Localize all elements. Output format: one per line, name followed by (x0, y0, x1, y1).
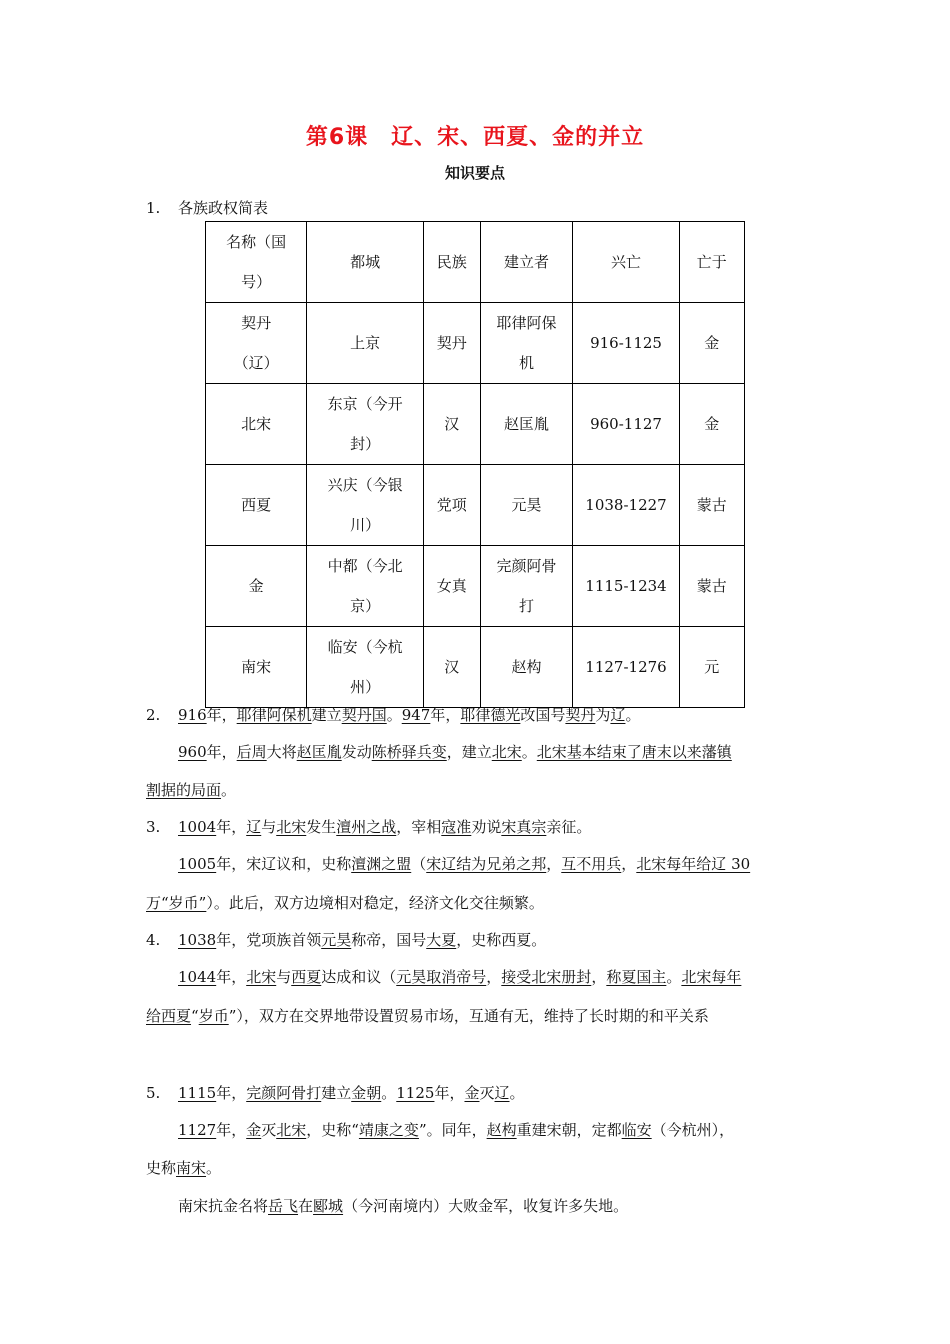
text-run: 年， (216, 968, 247, 986)
text-run: 发动 (341, 743, 372, 761)
rich-text (178, 706, 640, 724)
underlined-term: 960 (178, 743, 207, 761)
section-heading: 知识要点 (444, 164, 505, 182)
text-run: （ (411, 855, 427, 873)
underlined-term: 1115 (178, 1084, 217, 1102)
underlined-term: 契丹 (565, 706, 596, 724)
underlined-term: 北宋每年给辽 30 (636, 855, 751, 873)
table-cell: 1038-1227 (573, 465, 679, 546)
text-run: 年，宋辽议和，史称 (216, 855, 352, 873)
page-title: 第6课 辽、宋、西夏、金的并立 (305, 125, 645, 150)
underlined-term: 完颜阿骨打 (246, 1084, 322, 1102)
text-run: 。 (221, 781, 237, 799)
table-cell: 契丹 （辽） (206, 303, 307, 384)
text-run: 。 (666, 968, 682, 986)
table-cell: 960-1127 (573, 384, 679, 465)
table-row (206, 384, 745, 465)
item-5-line-2 (178, 1119, 734, 1141)
underlined-term: 元昊 (321, 931, 352, 949)
table-cell: 蒙古 (679, 546, 744, 627)
text-run: 亲征。 (546, 818, 592, 836)
item-2-line-1 (146, 704, 640, 726)
underlined-term: 北宋基本结束了唐末以来藩镇 (536, 743, 732, 761)
text-run: 灭 (261, 1121, 277, 1139)
table-row (206, 627, 745, 708)
text-run: 史称 (146, 1159, 177, 1177)
underlined-term: 北宋每年 (681, 968, 742, 986)
rich-text (178, 1197, 628, 1215)
text-run: 。 (625, 706, 641, 724)
underlined-term: 割据的局面 (146, 781, 222, 799)
text-run: ”。同年， (418, 1121, 487, 1139)
table-cell: 金 (679, 384, 744, 465)
underlined-term: 郾城 (313, 1197, 344, 1215)
table-cell: 蒙古 (679, 465, 744, 546)
text-run: 重建宋朝，定都 (516, 1121, 622, 1139)
underlined-term: 寇准 (441, 818, 472, 836)
table-row (206, 546, 745, 627)
item-4-line-3 (146, 1005, 709, 1027)
text-run: 。 (509, 1084, 525, 1102)
underlined-term: 1127 (178, 1121, 217, 1139)
text-run: 年， (216, 818, 247, 836)
underlined-term: 1004 (178, 818, 217, 836)
underlined-term: 耶律阿保机 (236, 706, 312, 724)
item-5-line-1 (146, 1082, 525, 1104)
text-run: 年，党项族首领 (216, 931, 322, 949)
item-text: 各族政权简表 (178, 199, 269, 217)
underlined-term: 元昊取消帝号 (396, 968, 487, 986)
underlined-term: 1038 (178, 931, 217, 949)
text-run: ， (546, 855, 562, 873)
table-header-row (206, 222, 745, 303)
table-cell: 赵构 (480, 627, 573, 708)
table-cell: 金 (206, 546, 307, 627)
regimes-table (205, 221, 745, 708)
underlined-term: 后周 (236, 743, 267, 761)
table-cell: 汉 (424, 384, 480, 465)
table-row (206, 465, 745, 546)
text-run: 劝说 (471, 818, 502, 836)
text-run: 。 (521, 743, 537, 761)
item-5-line-3 (146, 1157, 221, 1179)
text-run: 年， (216, 1084, 247, 1102)
table-header-cell: 建立者 (480, 222, 573, 303)
underlined-term: 互不用兵 (561, 855, 622, 873)
rich-text (178, 1121, 734, 1139)
text-run: 年， (206, 706, 237, 724)
underlined-term: 916 (178, 706, 207, 724)
rich-text (178, 743, 732, 761)
table-cell: 上京 (307, 303, 424, 384)
text-run: ，史称西夏。 (456, 931, 547, 949)
underlined-term: 北宋 (491, 743, 522, 761)
text-run: 年， (216, 1121, 247, 1139)
underlined-term: 金 (246, 1121, 262, 1139)
item-number: 5. (146, 1084, 161, 1102)
underlined-term: 北宋 (246, 968, 277, 986)
text-run: ，宰相 (396, 818, 442, 836)
item-3-line-1 (146, 816, 591, 838)
table-cell: 女真 (424, 546, 480, 627)
table-cell: 兴庆（今银 川） (307, 465, 424, 546)
text-run: 改国号 (520, 706, 566, 724)
table-cell: 临安（今杭 州） (307, 627, 424, 708)
underlined-term: 大夏 (426, 931, 457, 949)
underlined-term: 赵匡胤 (296, 743, 342, 761)
text-run: 发生 (306, 818, 337, 836)
text-run: ， (591, 968, 607, 986)
table-cell: 西夏 (206, 465, 307, 546)
text-run: 。 (381, 1084, 397, 1102)
text-run: 年， (430, 706, 461, 724)
text-run: ，史称“ (306, 1121, 359, 1139)
rich-text (178, 818, 591, 836)
rich-text (146, 1159, 221, 1177)
underlined-term: 947 (401, 706, 431, 724)
item-2-line-3 (146, 779, 236, 801)
table-cell: 北宋 (206, 384, 307, 465)
text-run: 与 (276, 968, 292, 986)
underlined-term: 南宋 (176, 1159, 207, 1177)
text-run: “ (191, 1007, 199, 1025)
rich-text (178, 931, 546, 949)
underlined-term: 宋辽结为兄弟之邦 (426, 855, 547, 873)
table-cell: 汉 (424, 627, 480, 708)
table-cell: 1127-1276 (573, 627, 679, 708)
table-cell: 东京（今开 封） (307, 384, 424, 465)
underlined-term: 金朝 (351, 1084, 382, 1102)
table-header-cell: 都城 (307, 222, 424, 303)
underlined-term: 西夏 (291, 968, 322, 986)
item-1 (146, 197, 268, 219)
underlined-term: 赵构 (486, 1121, 517, 1139)
text-run: 建立 (321, 1084, 352, 1102)
underlined-term: 北宋 (276, 1121, 307, 1139)
text-run: 在 (298, 1197, 314, 1215)
text-run: ， (486, 968, 502, 986)
underlined-term: 陈桥驿兵变 (371, 743, 447, 761)
text-run: 称帝，国号 (351, 931, 427, 949)
table-header-cell: 民族 (424, 222, 480, 303)
table-cell: 1115-1234 (573, 546, 679, 627)
table-cell: 916-1125 (573, 303, 679, 384)
text-run: 。 (206, 1159, 222, 1177)
item-number: 3. (146, 818, 161, 836)
underlined-term: 1044 (178, 968, 217, 986)
text-run: 建立 (311, 706, 342, 724)
table-cell: 元昊 (480, 465, 573, 546)
underlined-term: 契丹国 (341, 706, 387, 724)
text-run: （今杭州）， (651, 1121, 735, 1139)
text-run: ）。此后，双方边境相对稳定，经济文化交往频繁。 (206, 894, 544, 912)
text-run: 大将 (266, 743, 297, 761)
underlined-term: 1125 (396, 1084, 435, 1102)
underlined-term: 接受北宋册封 (501, 968, 592, 986)
underlined-term: 澶渊之盟 (351, 855, 412, 873)
underlined-term: 称夏国主 (606, 968, 667, 986)
text-run: ，建立 (446, 743, 492, 761)
rich-text (146, 894, 544, 912)
item-4-line-1 (146, 929, 546, 951)
item-number: 1. (146, 199, 161, 217)
table-cell: 赵匡胤 (480, 384, 573, 465)
table-cell: 契丹 (424, 303, 480, 384)
underlined-term: 辽 (610, 706, 626, 724)
underlined-term: 1005 (178, 855, 217, 873)
table-cell: 党项 (424, 465, 480, 546)
item-number: 4. (146, 931, 161, 949)
text-run: 灭 (479, 1084, 495, 1102)
underlined-term: 辽 (246, 818, 262, 836)
underlined-term: 北宋 (276, 818, 307, 836)
underlined-term: 临安 (621, 1121, 652, 1139)
rich-text (178, 968, 741, 986)
item-4-line-2 (178, 966, 741, 988)
table-cell: 耶律阿保 机 (480, 303, 573, 384)
table-cell: 完颜阿骨 打 (480, 546, 573, 627)
text-run: 达成和议（ (321, 968, 397, 986)
table-row (206, 303, 745, 384)
underlined-term: 澶州之战 (336, 818, 397, 836)
rich-text (178, 855, 750, 873)
table-cell: 金 (679, 303, 744, 384)
text-run: 年， (206, 743, 237, 761)
table-header-cell: 兴亡 (573, 222, 679, 303)
text-run: 。 (386, 706, 402, 724)
table-cell: 南宋 (206, 627, 307, 708)
underlined-term: 岳飞 (268, 1197, 299, 1215)
item-3-line-3 (146, 892, 544, 914)
underlined-term: 岁币 (198, 1007, 229, 1025)
text-run: ， (621, 855, 637, 873)
table-header-cell: 亡于 (679, 222, 744, 303)
text-run: 与 (261, 818, 277, 836)
text-run: 年， (434, 1084, 465, 1102)
underlined-term: 金 (464, 1084, 480, 1102)
underlined-term: 辽 (494, 1084, 510, 1102)
table-cell: 元 (679, 627, 744, 708)
item-3-line-2 (178, 853, 750, 875)
text-run: （今河南境内）大败金军，收复许多失地。 (343, 1197, 629, 1215)
text-run: 南宋抗金名将 (178, 1197, 269, 1215)
table-header-cell: 名称（国 号） (206, 222, 307, 303)
rich-text (146, 1007, 709, 1025)
text-run: 为 (595, 706, 611, 724)
rich-text (178, 1084, 525, 1102)
rich-text (146, 781, 236, 799)
item-2-line-2 (178, 741, 732, 763)
table-cell: 中都（今北 京） (307, 546, 424, 627)
underlined-term: 给西夏 (146, 1007, 192, 1025)
underlined-term: 靖康之变 (358, 1121, 419, 1139)
item-number: 2. (146, 706, 161, 724)
text-run: ”），双方在交界地带设置贸易市场，互通有无，维持了长时期的和平关系 (228, 1007, 709, 1025)
underlined-term: 万“岁币” (146, 894, 207, 912)
item-5-line-4 (178, 1195, 628, 1217)
underlined-term: 宋真宗 (501, 818, 547, 836)
underlined-term: 耶律德光 (460, 706, 521, 724)
